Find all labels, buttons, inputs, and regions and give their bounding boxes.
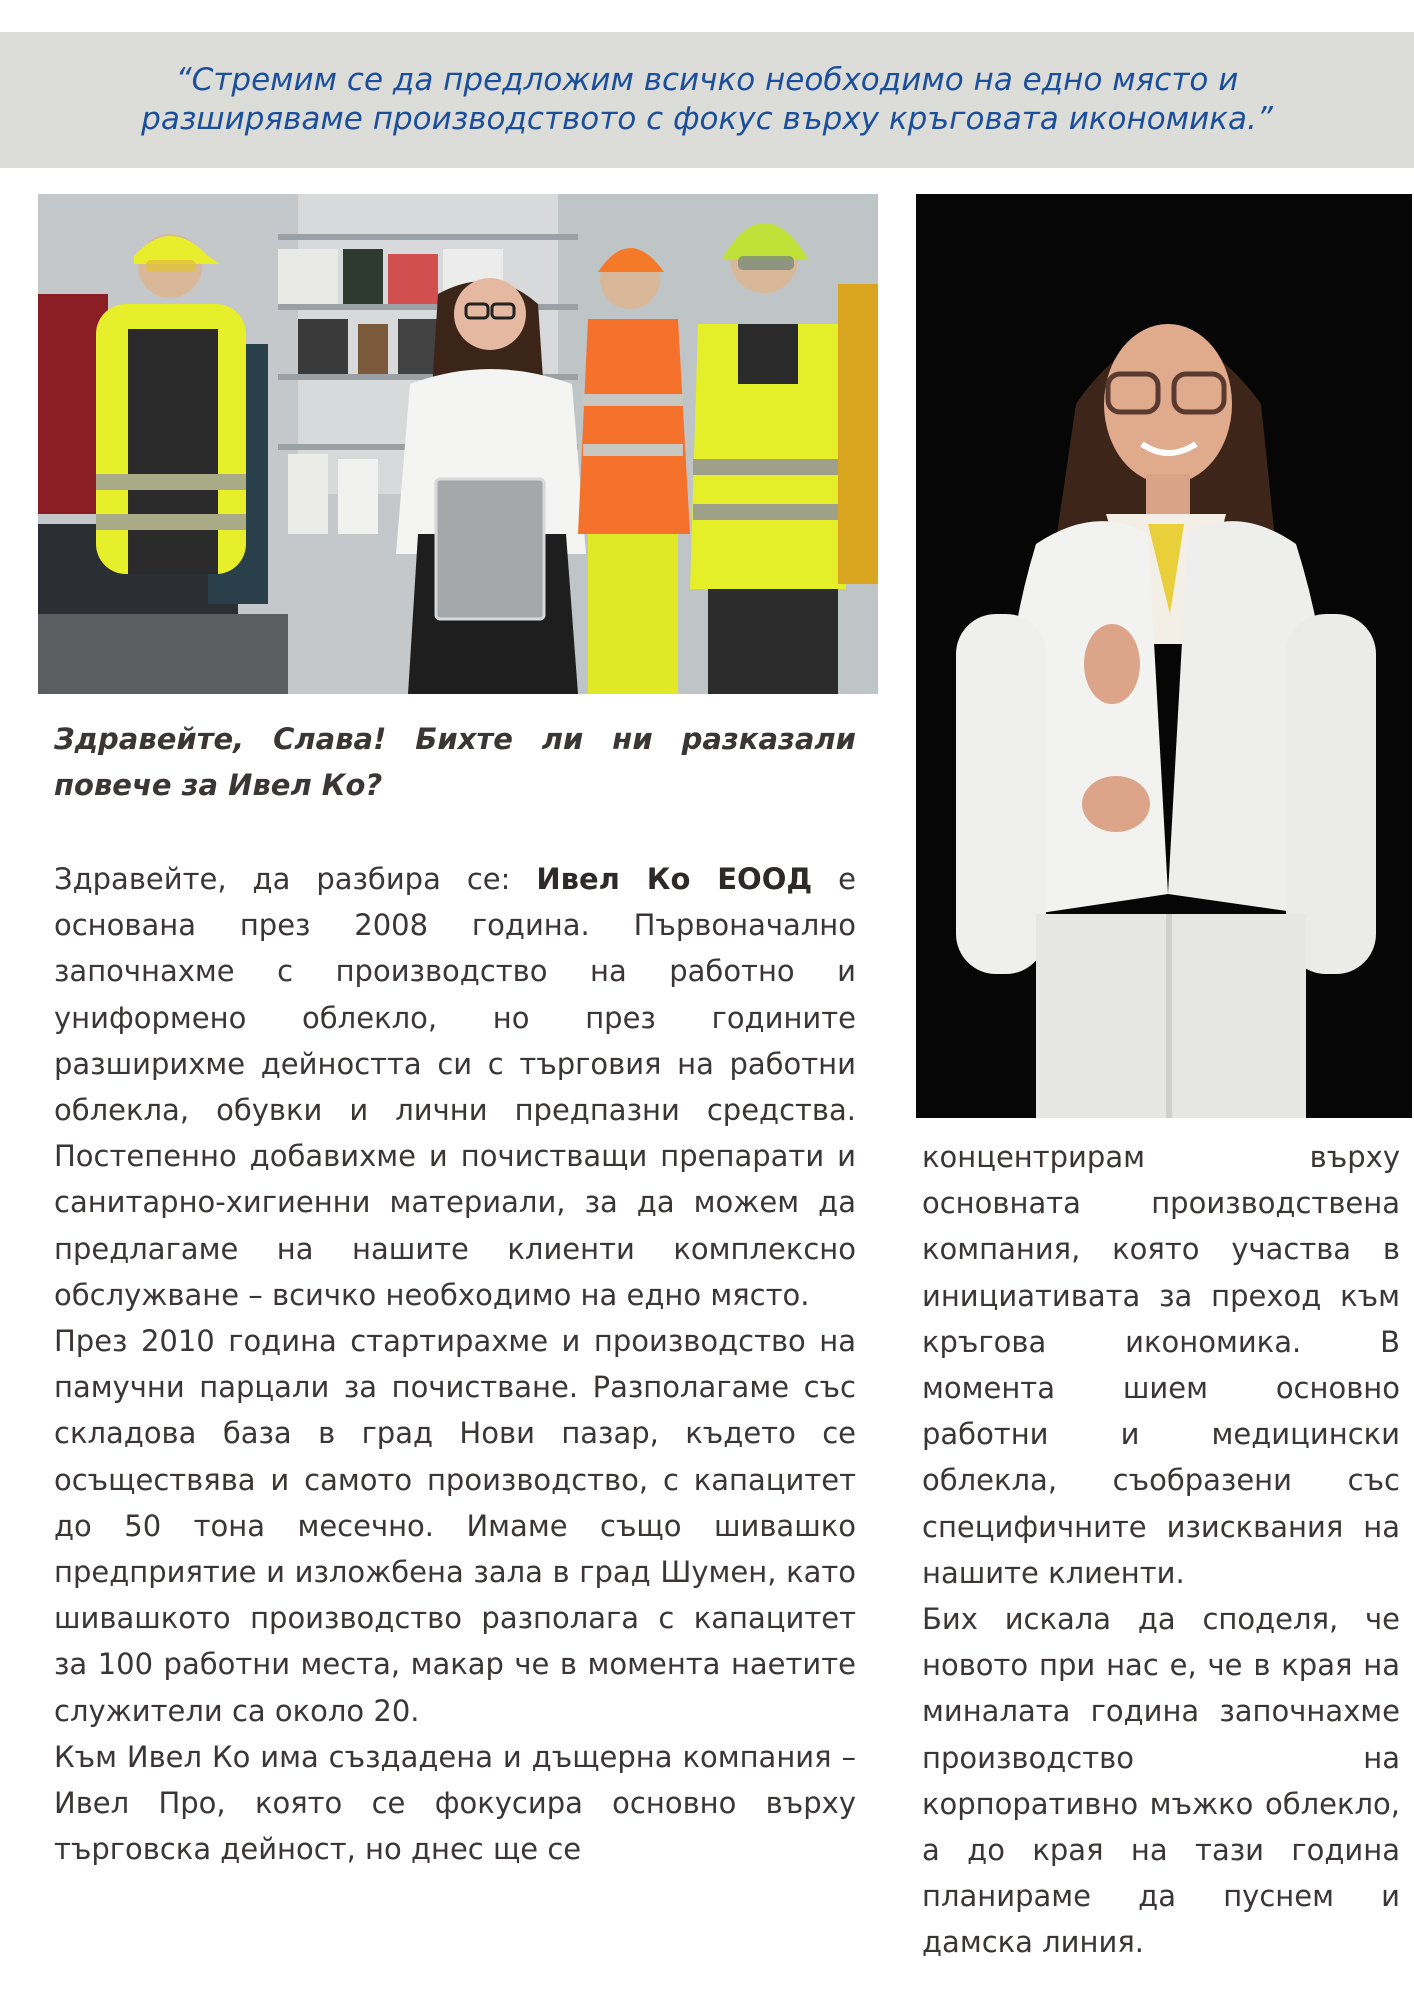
paragraph-2: През 2010 година стартирахме и производство на памучни парцали за почистване. Разполагаме със складова база в град Нови пазар, където се осъществява и самото производство, с капацитет до 50 тона месечно. Имаме също шивашко предприятие и изложбена зала в град Шумен, като шивашкото производство разполага с капацитет за 100 работни места, макар че в момента наетите служители са около 20.: [54, 1324, 856, 1728]
left-column: [54, 856, 856, 1872]
interview-question: Здравейте, Слава! Бихте ли ни разказали повече за Ивел Ко?: [54, 722, 856, 802]
store-photo-illustration: [38, 194, 878, 694]
paragraph-1: [54, 856, 856, 1318]
paragraph-3: Към Ивел Ко има създадена и дъщерна компания – Ивел Про, която се фокусира основно върху търговска дейност, но днес ще се: [54, 1739, 856, 1867]
paragraph-1-rest: е основана през 2008 година. Първоначално започнахме с производство на работно и униформено облекло, но през годините разширихме дейността си с търговия на работни облекла, обувки и лични предпазни средства. Постепенно добавихме и почистващи препарати и санитарно-хигиенни материали, за да можем да предлагаме на нашите клиенти комплексно обслужване – всичко необходимо на едно място.: [54, 862, 856, 1312]
paragraph-4: концентрирам върху основната производствена компания, която участва в инициативата за преход към кръгова икономика. В момента шием основно работни и медицински облекла, съобразени със специфичните изисквания на нашите клиенти.: [922, 1140, 1400, 1590]
quote-banner: [0, 32, 1414, 168]
paragraph-1-prefix: Здравейте, да разбира се:: [54, 862, 537, 896]
paragraph-5: Бих искала да споделя, че новото при нас е, че в края на миналата година започнахме производство на корпоративно мъжко облекло, а до края на тази година планираме да пуснем и дамска линия.: [922, 1602, 1400, 1960]
quote-line-2: разширяваме производството с фокус върху кръговата икономика.”: [141, 101, 1273, 137]
quote-line-1: “Стремим се да предложим всичко необходимо на едно място и: [175, 62, 1239, 98]
store-photo: [38, 194, 878, 694]
portrait-photo-illustration: [916, 194, 1412, 1118]
right-column: [922, 1134, 1400, 1966]
portrait-photo: [916, 194, 1412, 1118]
company-name-bold: Ивел Ко ЕООД: [536, 862, 813, 896]
